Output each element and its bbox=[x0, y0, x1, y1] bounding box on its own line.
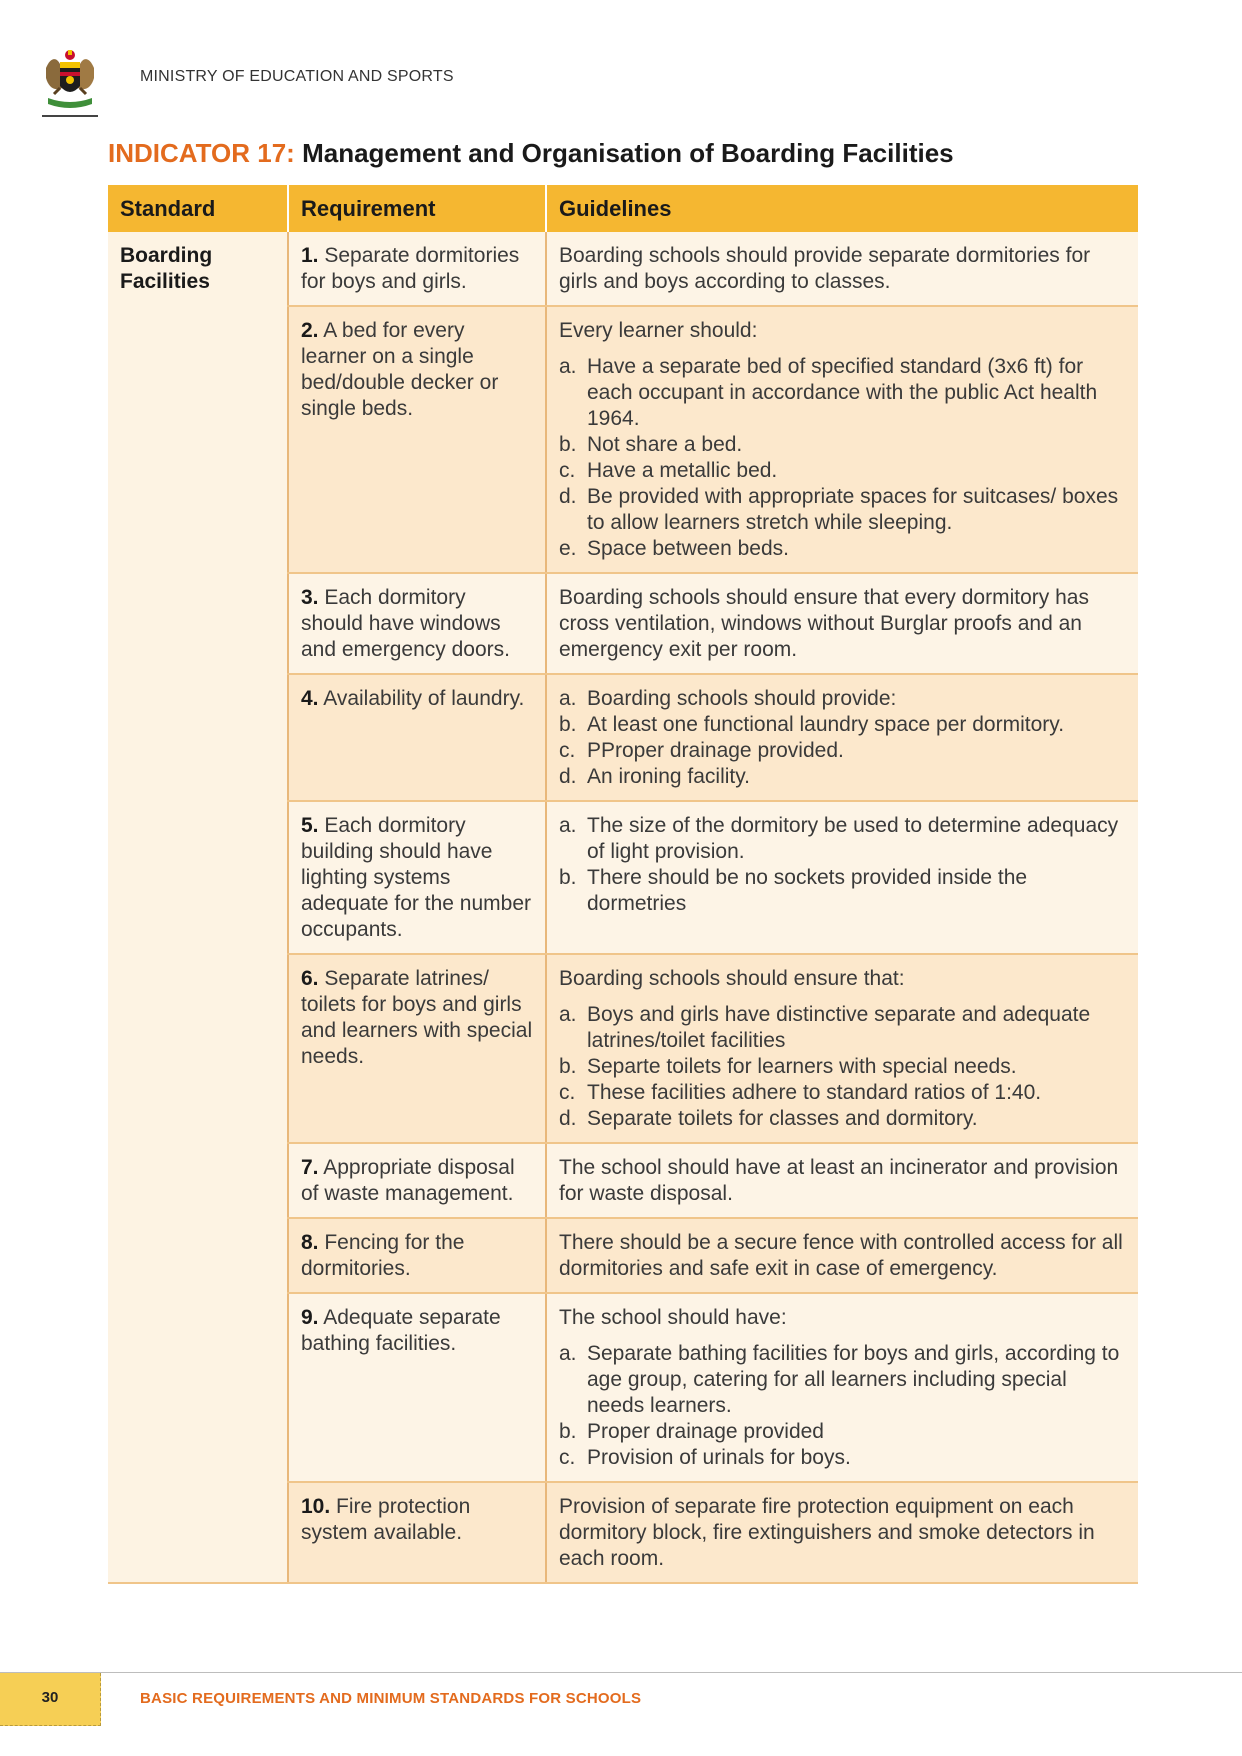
requirement-text: Appropriate disposal of waste management. bbox=[301, 1156, 515, 1205]
page-title bbox=[108, 138, 954, 169]
indicator-title: Management and Organisation of Boarding Facilities bbox=[302, 138, 954, 168]
header-guidelines: Guidelines bbox=[546, 185, 1138, 232]
list-text: Have a metallic bed. bbox=[587, 459, 778, 482]
guideline-intro: Boarding schools should ensure that: bbox=[559, 967, 905, 990]
list-marker: d. bbox=[559, 1107, 577, 1130]
page-number-tab bbox=[0, 1673, 101, 1726]
list-text: Proper drainage provided bbox=[587, 1420, 824, 1443]
guidelines-cell bbox=[546, 1293, 1138, 1482]
list-text: Separate toilets for classes and dormitory. bbox=[587, 1107, 978, 1130]
guidelines-cell bbox=[546, 954, 1138, 1143]
requirement-number: 9. bbox=[301, 1306, 319, 1329]
list-text: Separte toilets for learners with special needs. bbox=[587, 1055, 1017, 1078]
list-marker: c. bbox=[559, 1446, 576, 1469]
guideline-intro: There should be a secure fence with controlled access for all dormitories and safe exit in case of emergency. bbox=[559, 1231, 1123, 1280]
requirement-number: 8. bbox=[301, 1231, 319, 1254]
guideline-list bbox=[559, 1341, 1126, 1471]
requirement-text: Availability of laundry. bbox=[323, 687, 525, 710]
list-item bbox=[559, 764, 1126, 790]
guidelines-cell bbox=[546, 573, 1138, 674]
list-item bbox=[559, 865, 1126, 917]
indicator-label: INDICATOR 17: bbox=[108, 138, 295, 168]
table-body bbox=[108, 232, 1138, 1583]
guidelines-cell bbox=[546, 1143, 1138, 1218]
list-item bbox=[559, 354, 1126, 432]
list-item bbox=[559, 1341, 1126, 1419]
uganda-coat-of-arms-icon bbox=[40, 48, 100, 114]
list-item bbox=[559, 1106, 1126, 1132]
standards-table bbox=[108, 185, 1138, 1584]
requirement-cell bbox=[288, 306, 546, 573]
requirement-cell bbox=[288, 1143, 546, 1218]
requirement-text: Separate latrines/ toilets for boys and girls and learners with special needs. bbox=[301, 967, 533, 1068]
requirement-text: Separate dormitories for boys and girls. bbox=[301, 244, 520, 293]
list-marker: b. bbox=[559, 433, 577, 456]
list-text: These facilities adhere to standard ratios of 1:40. bbox=[587, 1081, 1042, 1104]
list-marker: b. bbox=[559, 1420, 577, 1443]
guidelines-cell bbox=[546, 1482, 1138, 1583]
list-item bbox=[559, 686, 1126, 712]
list-text: The size of the dormitory be used to determine adequacy of light provision. bbox=[587, 814, 1119, 863]
guideline-intro: Boarding schools should provide separate dormitories for girls and boys according to classes. bbox=[559, 244, 1091, 293]
list-marker: e. bbox=[559, 537, 577, 560]
list-marker: a. bbox=[559, 814, 577, 837]
list-item bbox=[559, 1445, 1126, 1471]
standard-cell: Boarding Facilities bbox=[108, 232, 288, 1583]
requirement-cell bbox=[288, 674, 546, 801]
requirement-number: 1. bbox=[301, 244, 319, 267]
list-text: Boarding schools should provide: bbox=[587, 687, 897, 710]
requirement-number: 5. bbox=[301, 814, 319, 837]
requirement-cell bbox=[288, 1218, 546, 1293]
list-item bbox=[559, 712, 1126, 738]
requirement-text: Each dormitory building should have lighting systems adequate for the number occupants. bbox=[301, 814, 531, 941]
list-text: An ironing facility. bbox=[587, 765, 751, 788]
requirement-cell bbox=[288, 232, 546, 306]
list-text: Be provided with appropriate spaces for suitcases/ boxes to allow learners stretch while sleeping. bbox=[587, 485, 1119, 534]
list-item bbox=[559, 1002, 1126, 1054]
list-marker: d. bbox=[559, 485, 577, 508]
requirement-cell bbox=[288, 1293, 546, 1482]
list-marker: a. bbox=[559, 687, 577, 710]
header-requirement: Requirement bbox=[288, 185, 546, 232]
list-item bbox=[559, 432, 1126, 458]
guidelines-cell bbox=[546, 801, 1138, 954]
guidelines-cell bbox=[546, 1218, 1138, 1293]
list-item bbox=[559, 458, 1126, 484]
list-text: PProper drainage provided. bbox=[587, 739, 844, 762]
list-item bbox=[559, 813, 1126, 865]
list-marker: b. bbox=[559, 713, 577, 736]
list-item bbox=[559, 738, 1126, 764]
requirement-number: 2. bbox=[301, 319, 319, 342]
list-text: Space between beds. bbox=[587, 537, 789, 560]
list-item bbox=[559, 1419, 1126, 1445]
guideline-intro: Boarding schools should ensure that every dormitory has cross ventilation, windows without Burglar proofs and an emergency exit per room. bbox=[559, 586, 1089, 661]
list-marker: c. bbox=[559, 1081, 576, 1104]
guideline-intro: The school should have: bbox=[559, 1306, 787, 1329]
table-header-row bbox=[108, 185, 1138, 232]
footer-title: BASIC REQUIREMENTS AND MINIMUM STANDARDS FOR SCHOOLS bbox=[140, 1690, 642, 1707]
list-marker: c. bbox=[559, 739, 576, 762]
list-marker: a. bbox=[559, 355, 577, 378]
list-item bbox=[559, 1080, 1126, 1106]
list-text: Boys and girls have distinctive separate and adequate latrines/toilet facilities bbox=[587, 1003, 1091, 1052]
requirement-number: 7. bbox=[301, 1156, 319, 1179]
list-text: Separate bathing facilities for boys and girls, according to age group, catering for all learners including special needs learners. bbox=[587, 1342, 1120, 1417]
requirement-text: A bed for every learner on a single bed/double decker or single beds. bbox=[301, 319, 499, 420]
guideline-intro: Provision of separate fire protection equipment on each dormitory block, fire extinguishers and smoke detectors in each room. bbox=[559, 1495, 1095, 1570]
guideline-list bbox=[559, 1002, 1126, 1132]
guideline-list bbox=[559, 686, 1126, 790]
footer-rule bbox=[0, 1672, 1242, 1673]
list-text: Have a separate bed of specified standard (3x6 ft) for each occupant in accordance with the public Act health 1964. bbox=[587, 355, 1098, 430]
list-text: At least one functional laundry space per dormitory. bbox=[587, 713, 1065, 736]
requirement-cell bbox=[288, 1482, 546, 1583]
requirement-number: 3. bbox=[301, 586, 319, 609]
header-rule bbox=[42, 115, 98, 117]
guideline-list bbox=[559, 354, 1126, 562]
requirement-number: 4. bbox=[301, 687, 319, 710]
requirement-text: Fencing for the dormitories. bbox=[301, 1231, 465, 1280]
list-text: Provision of urinals for boys. bbox=[587, 1446, 851, 1469]
list-marker: b. bbox=[559, 1055, 577, 1078]
requirement-number: 10. bbox=[301, 1495, 331, 1518]
list-marker: d. bbox=[559, 765, 577, 788]
ministry-name: MINISTRY OF EDUCATION AND SPORTS bbox=[140, 68, 454, 85]
guideline-intro: Every learner should: bbox=[559, 319, 758, 342]
guidelines-cell bbox=[546, 232, 1138, 306]
list-text: There should be no sockets provided inside the dormetries bbox=[587, 866, 1028, 915]
header-standard: Standard bbox=[108, 185, 288, 232]
page-header bbox=[40, 44, 640, 124]
requirement-number: 6. bbox=[301, 967, 319, 990]
list-item bbox=[559, 1054, 1126, 1080]
requirement-cell bbox=[288, 801, 546, 954]
list-marker: b. bbox=[559, 866, 577, 889]
list-marker: a. bbox=[559, 1342, 577, 1365]
requirement-cell bbox=[288, 954, 546, 1143]
list-marker: c. bbox=[559, 459, 576, 482]
requirement-text: Fire protection system available. bbox=[301, 1495, 471, 1544]
list-item bbox=[559, 484, 1126, 536]
guideline-list bbox=[559, 813, 1126, 917]
requirement-cell bbox=[288, 573, 546, 674]
guideline-intro: The school should have at least an incinerator and provision for waste disposal. bbox=[559, 1156, 1119, 1205]
requirement-text: Adequate separate bathing facilities. bbox=[301, 1306, 501, 1355]
page-number: 30 bbox=[41, 1689, 59, 1706]
list-marker: a. bbox=[559, 1003, 577, 1026]
list-text: Not share a bed. bbox=[587, 433, 743, 456]
list-item bbox=[559, 536, 1126, 562]
table-row bbox=[108, 232, 1138, 306]
guidelines-cell bbox=[546, 674, 1138, 801]
guidelines-cell bbox=[546, 306, 1138, 573]
requirement-text: Each dormitory should have windows and emergency doors. bbox=[301, 586, 510, 661]
